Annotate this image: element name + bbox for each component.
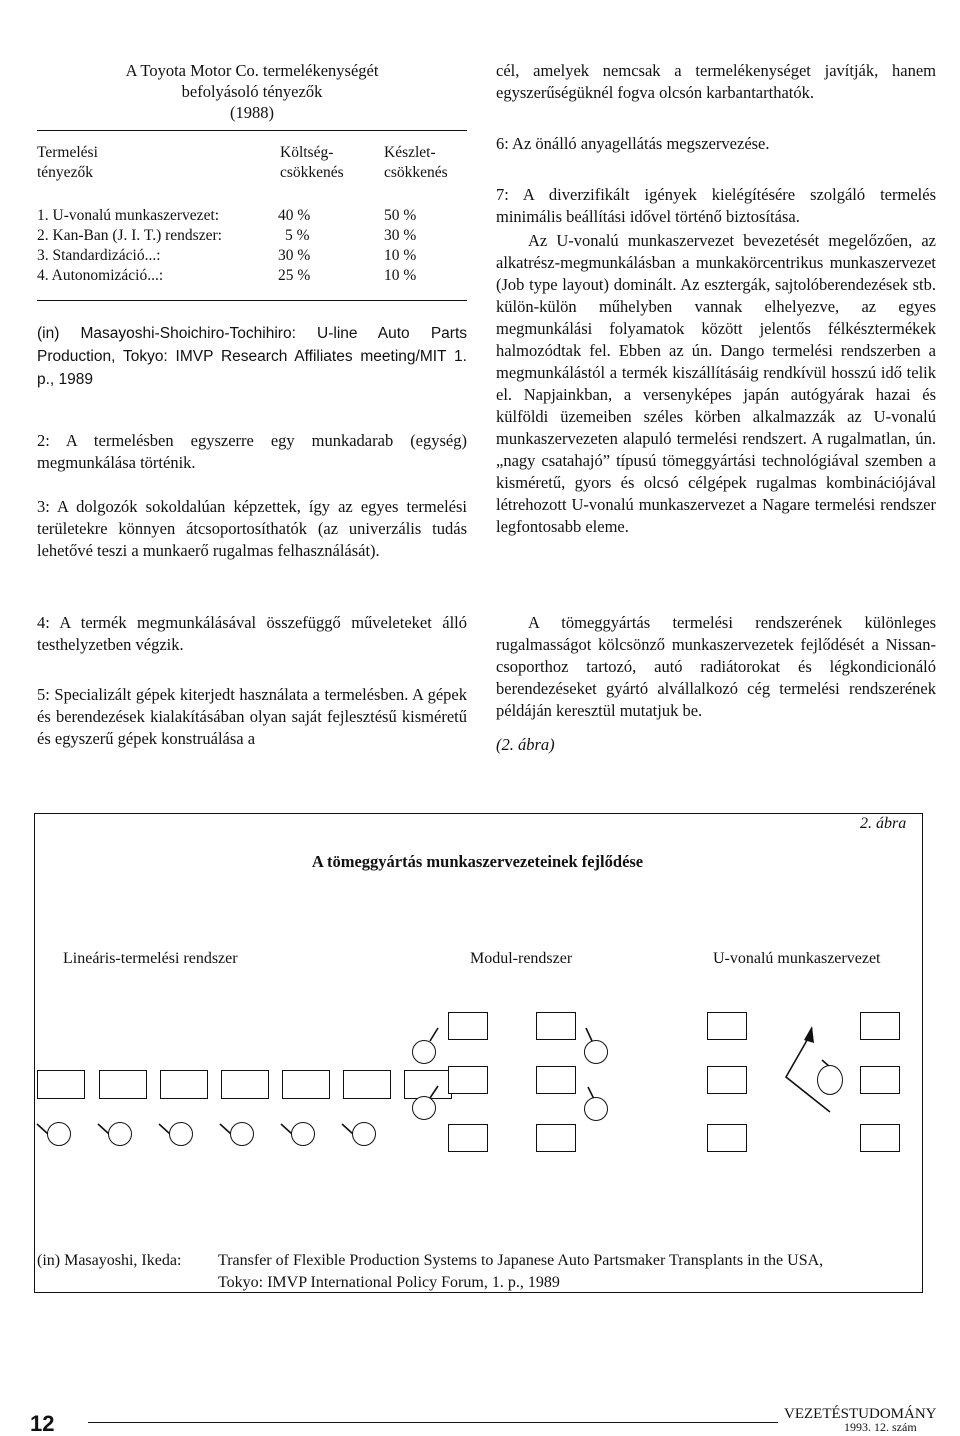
header-stock-2: csökkenés xyxy=(384,164,448,181)
header-stock-1: Készlet- xyxy=(384,144,436,161)
header-cost-2: csökkenés xyxy=(280,164,344,181)
header-cost-1: Költség- xyxy=(280,144,334,161)
row-cost: 30 % xyxy=(278,247,311,264)
figure-number: 2. ábra xyxy=(860,815,907,832)
figure-source-prefix: (in) Masayoshi, Ikeda: xyxy=(37,1252,182,1269)
table-source: (in) Masayoshi-Shoichiro-Tochihiro: U-line Auto Parts Production, Tokyo: IMVP Research Affiliates meeting/MIT 1. p., 1989 xyxy=(37,325,467,388)
figure-source-line2: Tokyo: IMVP International Policy Forum, 1. p., 1989 xyxy=(218,1274,560,1291)
paragraph-3: 3: A dolgozók sokoldalúan képzettek, így az egyes termelési területekre könnyen átcsoportosíthatók (az univerzális tudás lehetővé teszi a munkaerő rugalmas felhasználását). xyxy=(37,497,467,560)
paragraph-u-line: Az U-vonalú munkaszervezet bevezetését megelőzően, az alkatrész-megmunkálásban a munkakörcentrikus munkaszervezet (Job type layout) dominált. Az esztergák, sajtolóberendezések stb. külön-külön műhelyben vannak elhelyezve, az egyes megmunkálási folyamatok között jelentős félkésztermékek halmozódtak fel. Ebben az ún. Dango termelési rendszerben a megmunkálástól a termék kiszállításáig rendkívül hosszú idő telik el. Napjainkban, a versenyképes japán autógyárak hazai és külföldi üzemeiben széles körben alkalmazzák az U-vonalú munkaszervezeten alapuló termelési rendszert. A rugalmatlan, ún. „nagy csatahajó” típusú tömeggyártási technológiával szemben a kisméretű, gyors és olcsó célgépek rugalmas kombinációjával létrehozott U-vonalú munkaszervezet a Nagare termelési rendszer legfontosabb eleme. xyxy=(496,231,936,536)
table-year: (1988) xyxy=(230,103,274,122)
paragraph-2: 2: A termelésben egyszerre egy munkadarab (egység) megmunkálása történik. xyxy=(37,431,467,472)
row-label: 3. Standardizáció...: xyxy=(37,247,161,264)
footer-rule xyxy=(88,1422,778,1423)
row-label: 1. U-vonalú munkaszervezet: xyxy=(37,207,220,224)
page-number: 12 xyxy=(30,1411,55,1436)
row-label: 2. Kan-Ban (J. I. T.) rendszer: xyxy=(37,227,222,244)
header-factors-1: Termelési xyxy=(37,144,98,161)
table-title-text: A Toyota Motor Co. termelékenységét befolyásoló tényezők xyxy=(125,61,379,101)
row-cost: 5 % xyxy=(285,227,310,244)
journal-issue: 1993. 12. szám xyxy=(844,1420,917,1434)
figure-reference: (2. ábra) xyxy=(496,735,555,754)
paragraph-5: 5: Specializált gépek kiterjedt használata a termelésben. A gépek és berendezések kialakításában olyan saját fejlesztésű kisméretű és egyszerű gépek konstruálása a xyxy=(37,685,467,748)
row-cost: 40 % xyxy=(278,207,311,224)
row-stock: 10 % xyxy=(384,247,417,264)
label-modul-system: Modul-rendszer xyxy=(470,950,573,967)
figure-source-line1: Transfer of Flexible Production Systems to Japanese Auto Partsmaker Transplants in the USA, xyxy=(218,1252,824,1269)
label-linear-system: Lineáris-termelési rendszer xyxy=(63,950,238,967)
paragraph-4: 4: A termék megmunkálásával összefüggő műveleteket álló testhelyzetben végzik. xyxy=(37,613,467,654)
label-u-line-system: U-vonalú munkaszervezet xyxy=(713,950,881,967)
row-label: 4. Autonomizáció...: xyxy=(37,267,164,284)
paragraph-mass-production: A tömeggyártás termelési rendszerének különleges rugalmasságot kölcsönző munkaszervezetek fejlődését a Nissan-csoporthoz tartozó, autó radiátorokat és légkondicionáló berendezéseket gyártó alvállalkozó cég termelési rendszerének példáján keresztül mutatjuk be. xyxy=(496,613,936,720)
header-factors-2: tényezők xyxy=(37,164,93,181)
row-stock: 50 % xyxy=(384,207,417,224)
row-stock: 10 % xyxy=(384,267,417,284)
worker-circle xyxy=(817,1065,843,1095)
paragraph-7: 7: A diverzifikált igények kielégítésére szolgáló termelés minimális beállítási idővel történő biztosítása. xyxy=(496,185,936,226)
paragraph-continuation: cél, amelyek nemcsak a termelékenységet javítják, hanem egyszerűségüknél fogva olcsón karbantarthatók. xyxy=(496,61,936,102)
row-stock: 30 % xyxy=(384,227,417,244)
journal-name: VEZETÉSTUDOMÁNY xyxy=(784,1406,937,1422)
paragraph-6: 6: Az önálló anyagellátás megszervezése. xyxy=(496,134,770,153)
row-cost: 25 % xyxy=(278,267,311,284)
figure-title: A tömeggyártás munkaszervezeteinek fejlődése xyxy=(311,852,644,871)
